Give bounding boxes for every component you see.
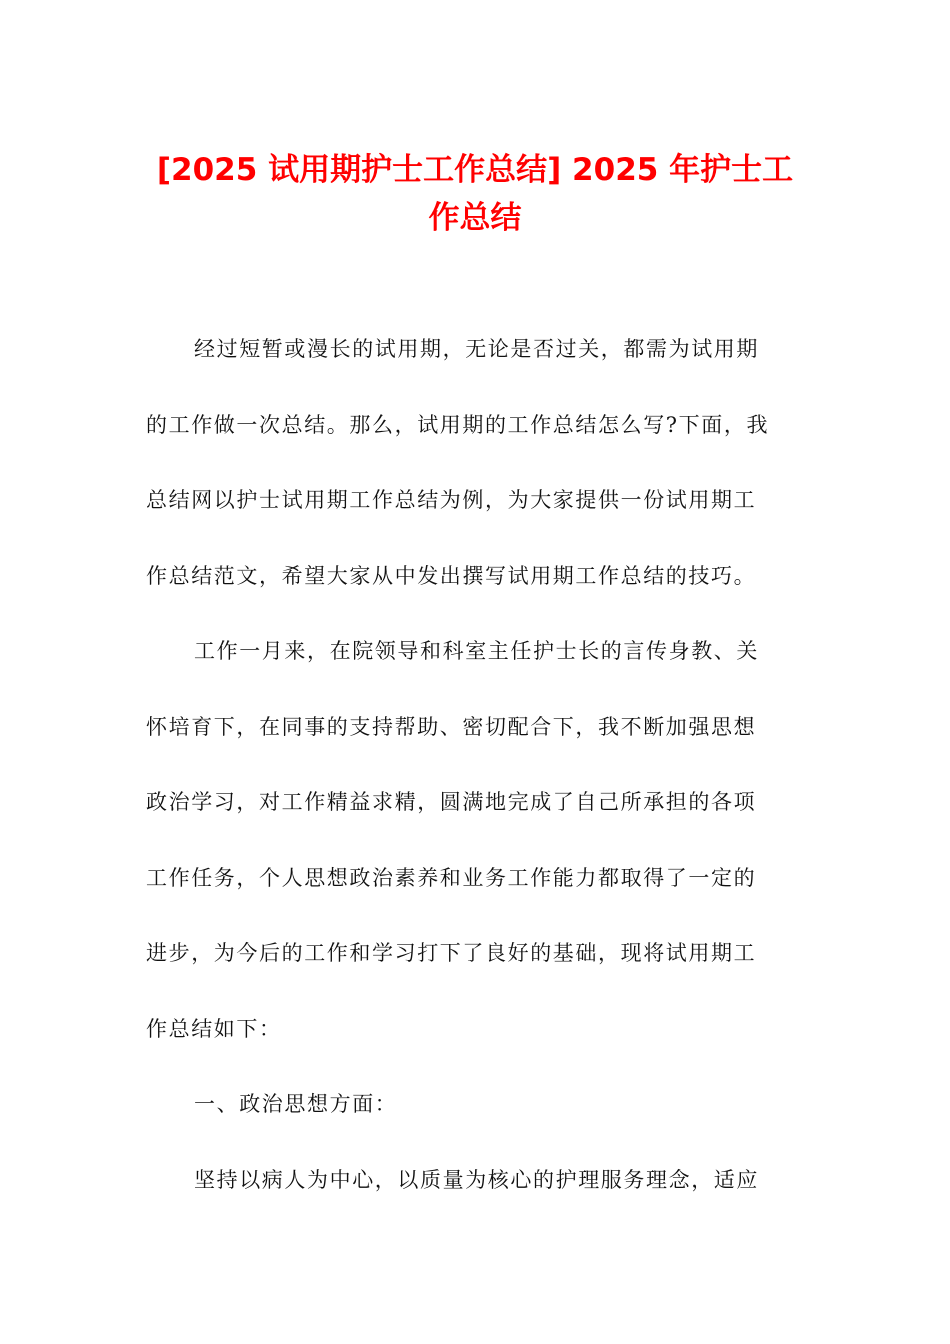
paragraph-line: 进步，为今后的工作和学习打下了良好的基础，现将试用期工 — [146, 941, 757, 965]
paragraph-line: 怀培育下，在同事的支持帮助、密切配合下，我不断加强思想 — [146, 714, 757, 739]
paragraph-line: 的工作做一次总结。那么，试用期的工作总结怎么写?下面，我 — [146, 412, 770, 437]
paragraph-line: 作总结范文，希望大家从中发出撰写试用期工作总结的技巧。 — [146, 563, 757, 588]
paragraph-line: 政治学习，对工作精益求精，圆满地完成了自己所承担的各项 — [146, 790, 757, 814]
section-heading: 一、政治思想方面： — [194, 1092, 398, 1116]
title-line-2: 作总结 — [428, 200, 522, 236]
paragraph-line: 总结网以护士试用期工作总结为例，为大家提供一份试用期工 — [146, 488, 757, 512]
paragraph-line: 经过短暂或漫长的试用期，无论是否过关，都需为试用期 — [194, 337, 759, 361]
paragraph-line: 作总结如下： — [146, 1016, 282, 1041]
document-title — [120, 146, 830, 242]
document-body — [146, 322, 806, 1228]
paragraph-line: 工作一月来，在院领导和科室主任护士长的言传身教、关 — [194, 639, 759, 663]
paragraph-line: 坚持以病人为中心，以质量为核心的护理服务理念，适应 — [194, 1167, 759, 1192]
title-line-1: [2025 试用期护士工作总结] 2025 年护士工 — [156, 152, 794, 188]
paragraph-line: 工作任务，个人思想政治素养和业务工作能力都取得了一定的 — [146, 865, 757, 890]
